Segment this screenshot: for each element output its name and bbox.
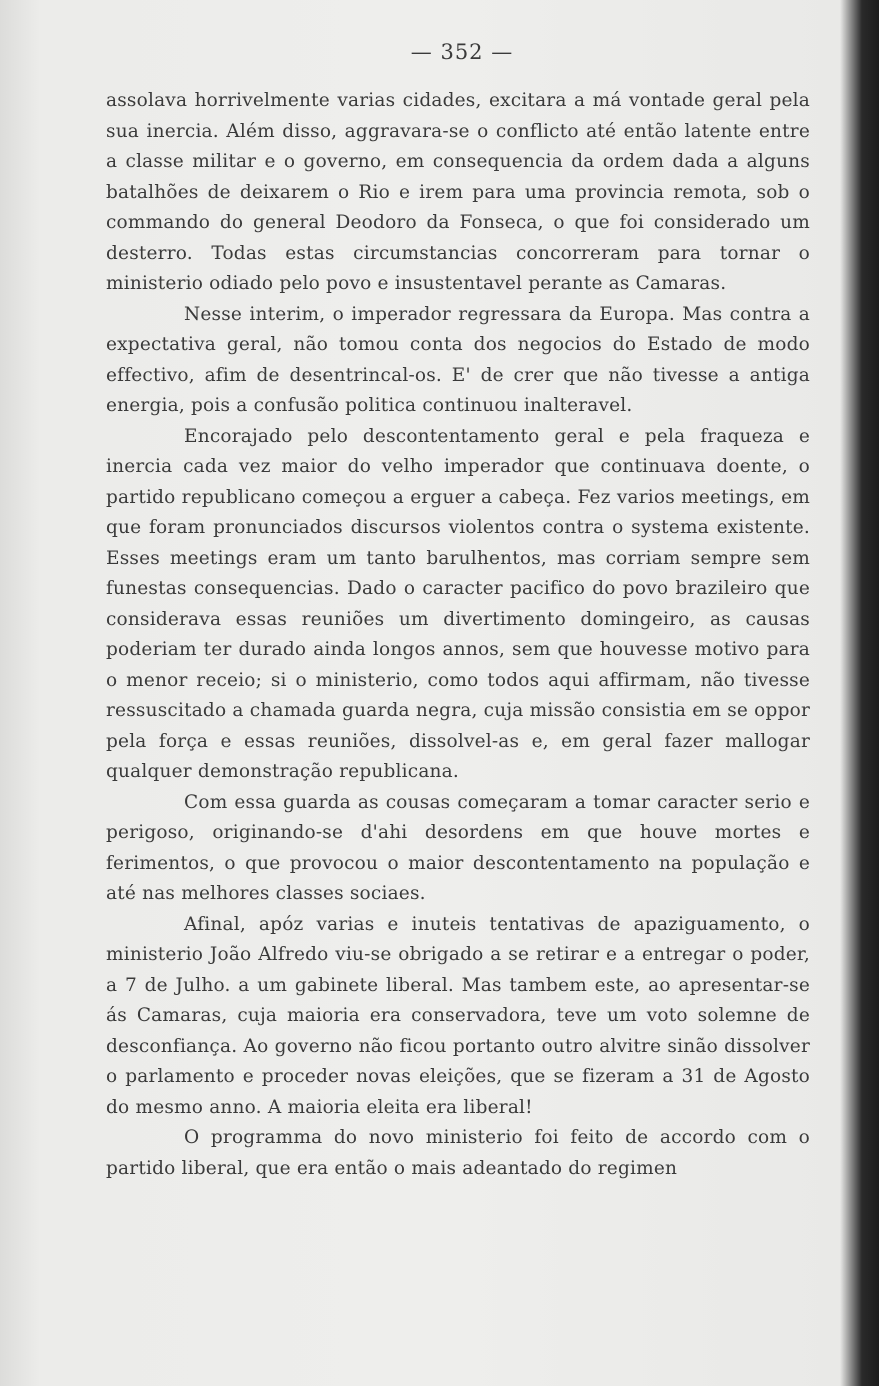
paragraph: Com essa guarda as cousas começaram a tomar caracter serio e perigoso, originando-se d'ahi desordens em que houve mortes e ferimentos, o que provocou o maior descontentamento na população e até nas melhores classes sociaes. bbox=[106, 791, 810, 904]
paragraph: Encorajado pelo descontentamento geral e pela fraqueza e inercia cada vez maior do velho imperador que continuava doente, o partido republicano começou a erguer a cabeça. Fez varios meetings, em que foram pronunciados discursos violentos contra o systema existente. Esses meetings eram um tanto barulhentos, mas corriam sempre sem funestas consequencias. Dado o caracter pacifico do povo brazileiro que considerava essas reuniões um divertimento domingeiro, as causas poderiam ter durado ainda longos annos, sem que houvesse motivo para o menor receio; si o ministerio, como todos aqui affirmam, não tivesse ressuscitado a chamada guarda negra, cuja missão consistia em se oppor pela força e essas reuniões, dissolvel-as e, em geral fazer mallogar qualquer demonstração republicana. bbox=[106, 425, 810, 782]
paragraph: Nesse interim, o imperador regressara da Europa. Mas contra a expectativa geral, não tomou conta dos negocios do Estado de modo effectivo, afim de desentrincal-os. E' de crer que não tivesse a antiga energia, pois a confusão politica continuou inalteravel. bbox=[106, 303, 810, 416]
book-page bbox=[106, 32, 810, 1184]
paragraph: assolava horrivelmente varias cidades, excitara a má vontade geral pela sua inercia. Além disso, aggravara-se o conflicto até então latente entre a classe militar e o governo, em consequencia da ordem dada a alguns batalhões de deixarem o Rio e irem para uma provincia remota, sob o commando do general Deodoro da Fonseca, o que foi considerado um desterro. Todas estas circumstancias concorreram para tornar o ministerio odiado pelo povo e insustentavel perante as Camaras. bbox=[106, 90, 810, 294]
page-number: — 352 — bbox=[410, 40, 514, 64]
paragraph: O programma do novo ministerio foi feito de accordo com o partido liberal, que era então o mais adeantado do regimen bbox=[106, 1127, 810, 1179]
body-text bbox=[106, 86, 810, 1184]
paragraph: Afinal, apóz varias e inuteis tentativas de apaziguamento, o ministerio João Alfredo viu-se obrigado a se retirar e a entregar o poder, a 7 de Julho. a um gabinete liberal. Mas tambem este, ao apresentar-se ás Camaras, cuja maioria era conservadora, teve um voto solemne de desconfiança. Ao governo não ficou portanto outro alvitre sinão dissolver o parlamento e proceder novas eleições, que se fizeram a 31 de Agosto do mesmo anno. A maioria eleita era liberal! bbox=[106, 913, 810, 1118]
